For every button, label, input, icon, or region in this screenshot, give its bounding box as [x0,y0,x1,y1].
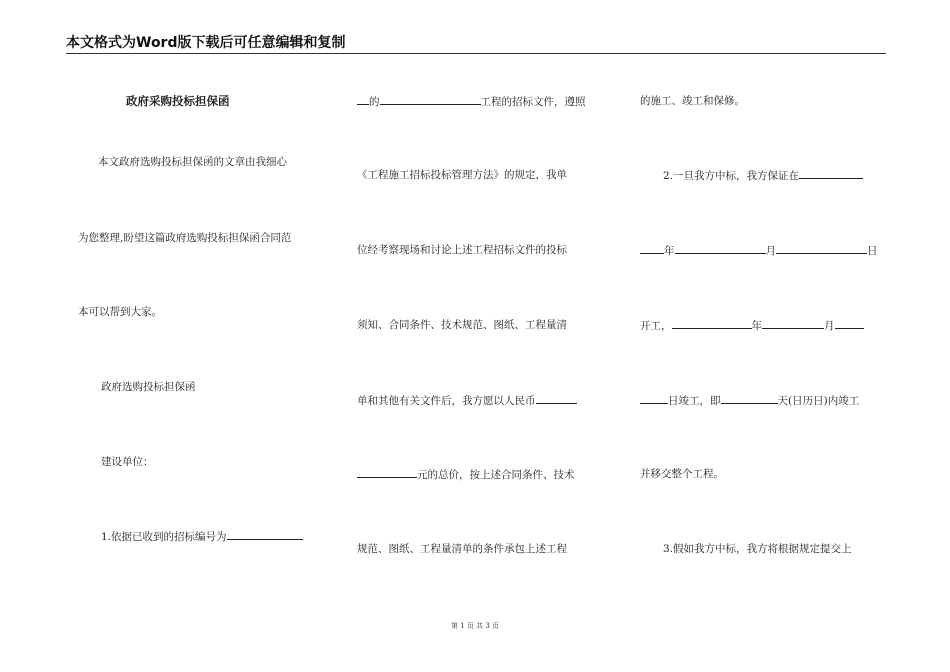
paragraph-line: 的施工、竣工和保修。 [640,95,745,107]
text-run: 2.一旦我方中标，我方保证在 [663,170,800,182]
text-run: 月 [824,320,835,332]
paragraph-line: 3.假如我方中标，我方将根据规定提交上 [663,543,852,555]
text-run: 天(日历日)内竣工 [777,395,860,407]
paragraph-line: 规范、图纸、工程量清单的条件承包上述工程 [357,543,567,555]
blank-field [776,243,867,254]
text-run: 元的总价，按上述合同条件、技术 [417,469,575,481]
paragraph-line [357,467,575,482]
page-title: 政府采购投标担保函 [126,94,230,108]
text-run: 日竣工，即 [668,395,721,407]
blank-field [640,243,664,254]
blank-field [536,393,577,404]
blank-field [227,529,303,540]
text-run: 开工， [640,320,672,332]
text-run: 工程的招标文件，遵照 [480,96,586,108]
text-run: 的 [369,96,380,108]
text-run: 年 [751,320,762,332]
paragraph-line [663,168,863,183]
column-2 [357,0,607,672]
paragraph-line: 为您整理,盼望这篇政府选购投标担保函合同范 [78,232,292,244]
blank-field [721,393,778,404]
text-run: 月 [765,245,776,257]
blank-field [762,318,824,329]
text-run: 单和其他有关文件后，我方愿以人民币 [357,395,536,407]
recipient-label: 建设单位： [101,456,154,468]
blank-field [640,393,668,404]
paragraph-line: 须知、合同条件、技术规范、图纸、工程量清 [357,319,567,331]
blank-field [799,168,863,179]
paragraph-line: 并移交整个工程。 [640,468,724,480]
paragraph-line: 本文政府选购投标担保函的文章由我细心 [98,156,287,168]
blank-field [357,467,417,478]
column-3 [640,0,890,672]
paragraph-line [640,318,864,333]
blank-field [357,94,369,105]
column-1 [70,0,320,672]
blank-field [675,243,766,254]
blank-field [672,318,752,329]
paragraph-line [640,393,859,408]
text-run: 年 [664,245,675,257]
blank-field [835,318,864,329]
paragraph-line [640,243,878,258]
paragraph-line [357,94,586,109]
paragraph-line: 位经考察现场和讨论上述工程招标文件的投标 [357,244,567,256]
subheading: 政府选购投标担保函 [101,381,196,393]
blank-field [380,94,481,105]
paragraph-line: 《工程施工招标投标管理方法》的规定，我单 [357,169,567,181]
page-number: 第 1 页 共 3 页 [450,622,500,630]
text-run: 日 [867,245,878,257]
paragraph-line [357,393,577,408]
document-header: 本文格式为Word版下载后可任意编辑和复制 [66,35,346,51]
paragraph-line: 本可以帮到大家。 [78,306,162,318]
clause-text: 1.依据已收到的招标编号为 [101,531,227,543]
paragraph-line [101,529,303,544]
